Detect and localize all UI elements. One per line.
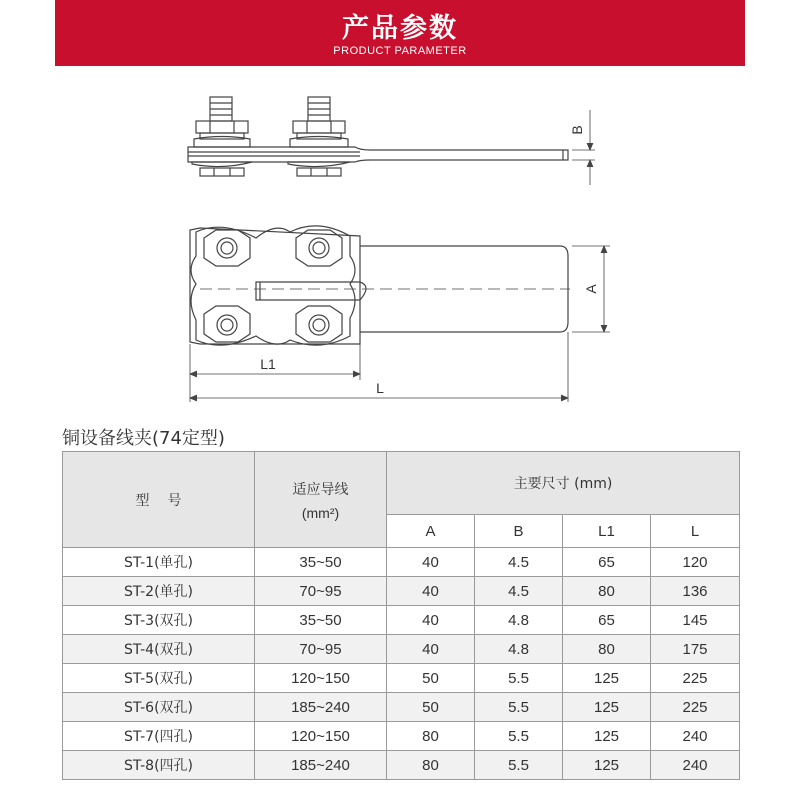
cell-l1: 125 <box>563 751 651 780</box>
cell-a: 80 <box>387 751 475 780</box>
cell-wire: 120~150 <box>255 664 387 693</box>
cell-b: 4.8 <box>475 635 563 664</box>
cell-model: ST-6(双孔) <box>63 693 255 722</box>
cell-wire: 185~240 <box>255 693 387 722</box>
cell-l1: 80 <box>563 577 651 606</box>
cell-wire: 70~95 <box>255 577 387 606</box>
cell-l: 120 <box>651 548 740 577</box>
cell-l: 136 <box>651 577 740 606</box>
cell-wire: 70~95 <box>255 635 387 664</box>
header-wire: 适应导线 (mm²) <box>255 452 387 548</box>
cell-l: 240 <box>651 722 740 751</box>
cell-a: 40 <box>387 548 475 577</box>
table-row <box>63 722 740 751</box>
cell-wire: 120~150 <box>255 722 387 751</box>
table-row <box>63 664 740 693</box>
header-a: A <box>387 515 475 548</box>
cell-b: 4.8 <box>475 606 563 635</box>
cell-l: 175 <box>651 635 740 664</box>
cell-model: ST-2(单孔) <box>63 577 255 606</box>
side-bolt-left <box>192 97 252 176</box>
banner-subtitle: PRODUCT PARAMETER <box>333 45 467 57</box>
cell-model: ST-4(双孔) <box>63 635 255 664</box>
label-a: A <box>583 284 599 294</box>
header-b: B <box>475 515 563 548</box>
cell-model: ST-7(四孔) <box>63 722 255 751</box>
nut-top-right <box>296 230 342 266</box>
cell-l: 225 <box>651 693 740 722</box>
nut-bottom-right <box>296 306 342 342</box>
table-row <box>63 693 740 722</box>
cell-model: ST-1(单孔) <box>63 548 255 577</box>
cell-l1: 80 <box>563 635 651 664</box>
cell-wire: 185~240 <box>255 751 387 780</box>
cell-l: 225 <box>651 664 740 693</box>
side-bolt-right <box>288 97 350 176</box>
cell-model: ST-8(四孔) <box>63 751 255 780</box>
nut-top-left <box>204 230 250 266</box>
cell-a: 50 <box>387 664 475 693</box>
cell-wire: 35~50 <box>255 548 387 577</box>
cell-a: 80 <box>387 722 475 751</box>
cell-a: 40 <box>387 635 475 664</box>
label-l: L <box>376 380 384 396</box>
cell-b: 5.5 <box>475 722 563 751</box>
cell-b: 5.5 <box>475 664 563 693</box>
cell-l: 240 <box>651 751 740 780</box>
cell-l1: 125 <box>563 664 651 693</box>
cell-l1: 65 <box>563 548 651 577</box>
table-row <box>63 577 740 606</box>
cell-l1: 125 <box>563 693 651 722</box>
cell-wire: 35~50 <box>255 606 387 635</box>
cell-a: 50 <box>387 693 475 722</box>
spec-table <box>62 451 740 780</box>
cell-b: 4.5 <box>475 548 563 577</box>
table-row <box>63 606 740 635</box>
table-row <box>63 751 740 780</box>
banner-title: 产品参数 <box>342 13 458 44</box>
cell-model: ST-5(双孔) <box>63 664 255 693</box>
cell-b: 5.5 <box>475 751 563 780</box>
header-l: L <box>651 515 740 548</box>
cell-l: 145 <box>651 606 740 635</box>
label-l1: L1 <box>260 356 276 372</box>
cell-b: 4.5 <box>475 577 563 606</box>
cell-a: 40 <box>387 577 475 606</box>
table-row <box>63 635 740 664</box>
cell-a: 40 <box>387 606 475 635</box>
cell-l1: 65 <box>563 606 651 635</box>
top-view-body <box>190 226 568 345</box>
nut-bottom-left <box>204 306 250 342</box>
label-b: B <box>569 125 585 135</box>
header-l1: L1 <box>563 515 651 548</box>
cell-model: ST-3(双孔) <box>63 606 255 635</box>
cell-l1: 125 <box>563 722 651 751</box>
header-dimensions: 主要尺寸 (mm) <box>387 452 740 515</box>
table-row <box>63 548 740 577</box>
header-model: 型号 <box>63 452 255 548</box>
cell-b: 5.5 <box>475 693 563 722</box>
table-title: 铜设备线夹(74定型) <box>62 428 225 449</box>
